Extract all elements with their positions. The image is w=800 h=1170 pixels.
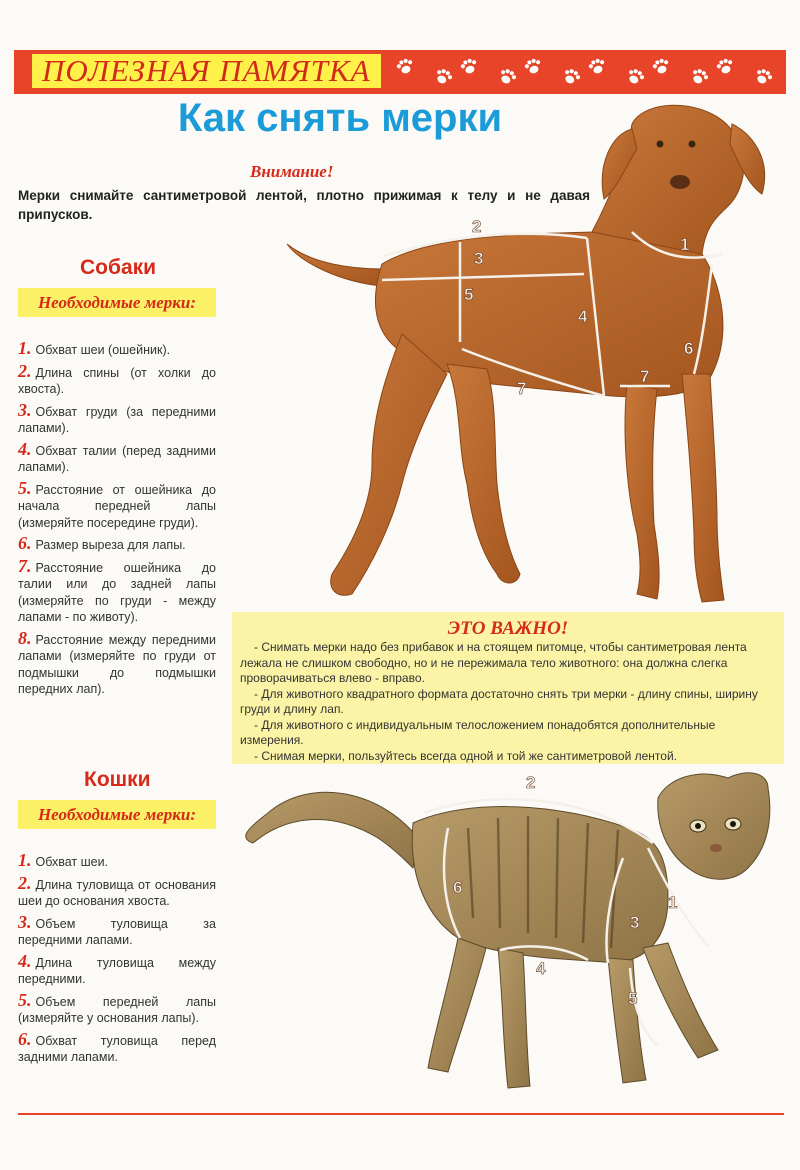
dogs-measurements-list <box>18 340 216 702</box>
paw-print-icon <box>684 62 713 91</box>
dog-label-1: 1 <box>680 235 690 254</box>
paw-print-icon <box>647 53 675 81</box>
dog-label-5: 5 <box>464 285 474 304</box>
list-item: 3. Объем туловища за передними лапами. <box>18 911 216 947</box>
cat-label-5: 5 <box>628 989 638 1008</box>
cat-illustration <box>228 768 788 1113</box>
dogs-required-label: Необходимые мерки: <box>18 288 216 317</box>
paw-print-icon <box>711 53 739 81</box>
cat-label-4: 4 <box>536 959 546 978</box>
important-paragraph: - Для животного квадратного формата достаточно снять три мерки - длину спины, ширину груди и длину лап. <box>240 686 758 716</box>
list-item: 8. Расстояние между передними лапами (измеряйте по груди от подмышки до подмышки передних лап). <box>18 627 216 696</box>
paw-print-icon <box>455 53 483 81</box>
cats-heading: Кошки <box>84 768 151 791</box>
paw-prints-decoration <box>394 54 779 90</box>
paw-print-icon <box>556 62 585 91</box>
list-item: 6. Обхват туловища перед задними лапами. <box>18 1028 216 1064</box>
important-paragraph: - Снимать мерки надо без прибавок и на стоящем питомце, чтобы сантиметровая лента лежала не слишком свободно, но и не пережимала тело животного: она должна слегка проворачиваться влево - вправо. <box>240 640 747 685</box>
cat-label-3: 3 <box>630 913 640 932</box>
paw-print-icon <box>492 62 521 91</box>
cat-label-6: 6 <box>453 878 463 897</box>
list-item: 5. Объем передней лапы (измеряйте у основания лапы). <box>18 989 216 1025</box>
dog-label-6: 6 <box>684 339 694 358</box>
paw-print-icon <box>428 62 457 91</box>
dog-illustration <box>232 104 792 614</box>
list-item: 5. Расстояние от ошейника до начала передней лапы (измеряйте посередине груди). <box>18 477 216 530</box>
header-banner <box>14 50 786 94</box>
dogs-heading: Собаки <box>80 256 157 279</box>
list-item: 7. Расстояние ошейника до талии или до задней лапы (измеряйте по груди - между лапами - по животу). <box>18 555 216 624</box>
list-item: 2. Длина спины (от холки до хвоста). <box>18 360 216 396</box>
list-item: 4. Длина туловища между передними. <box>18 950 216 986</box>
cat-label-1: 1 <box>668 893 678 912</box>
cats-measurements-list <box>18 852 216 1070</box>
dog-label-7a: 7 <box>517 379 527 398</box>
important-title: ЭТО ВАЖНО! <box>447 618 569 639</box>
cats-required-label: Необходимые мерки: <box>18 800 216 829</box>
cat-label-2: 2 <box>526 773 536 792</box>
list-item: 4. Обхват талии (перед задними лапами). <box>18 438 216 474</box>
page-title: Как снять мерки <box>177 96 503 140</box>
bottom-divider <box>18 1113 784 1115</box>
paw-print-icon <box>620 62 649 91</box>
list-item: 1. Обхват шеи. <box>18 850 109 870</box>
attention-label: Внимание! <box>250 162 334 181</box>
dog-label-3: 3 <box>474 249 484 268</box>
dog-label-7b: 7 <box>640 367 650 386</box>
dog-label-2: 2 <box>472 217 482 236</box>
paw-print-icon <box>519 53 547 81</box>
paw-print-icon <box>391 53 419 81</box>
important-box <box>232 612 784 764</box>
list-item: 3. Обхват груди (за передними лапами). <box>18 399 216 435</box>
important-paragraph: - Для животного с индивидуальным телосложением понадобятся дополнительные измерения. <box>240 717 716 747</box>
list-item: 1. Обхват шеи (ошейник). <box>18 338 171 358</box>
paw-print-icon <box>583 53 611 81</box>
attention-text: Мерки снимайте сантиметровой лентой, плотно прижимая к телу и не давая припусков. <box>18 188 590 222</box>
list-item: 2. Длина туловища от основания шеи до основания хвоста. <box>18 872 216 908</box>
dog-label-4: 4 <box>578 307 588 326</box>
important-paragraph: - Снимая мерки, пользуйтесь всегда одной и той же сантиметровой лентой. <box>254 748 678 763</box>
banner-title: ПОЛЕЗНАЯ ПАМЯТКА <box>32 54 381 88</box>
list-item: 6. Размер выреза для лапы. <box>18 533 186 553</box>
paw-print-icon <box>748 62 777 91</box>
